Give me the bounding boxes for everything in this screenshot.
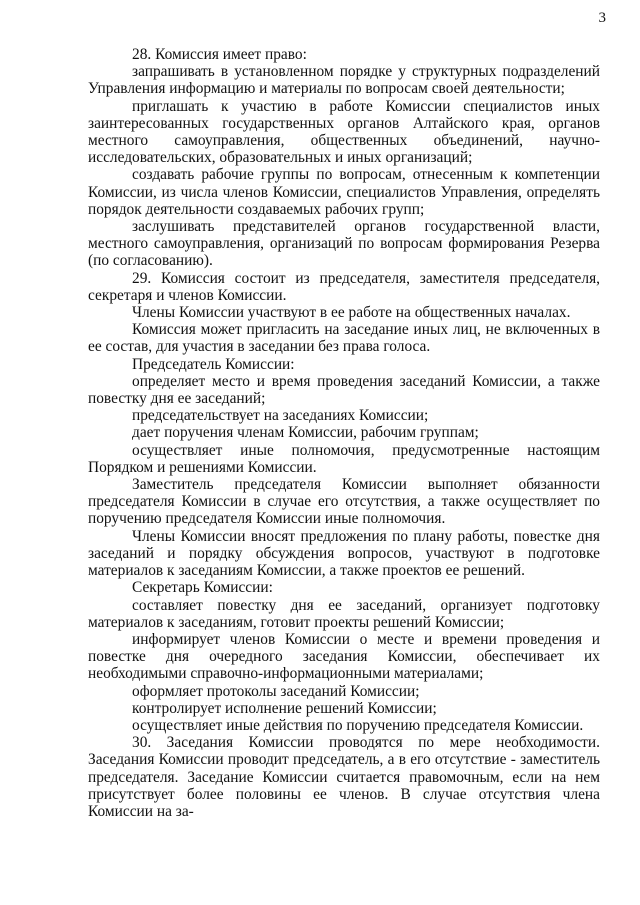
page-number: 3 bbox=[598, 10, 606, 26]
paragraph: Члены Комиссии участвуют в ее работе на общественных началах. bbox=[132, 304, 571, 322]
paragraph: Председатель Комиссии: bbox=[132, 355, 295, 373]
paragraph: создавать рабочие группы по вопросам, отнесенным к компетенции Комиссии, из числа членов Комиссии, специалистов Управления, определять порядок деятельности создаваемых рабочих групп; bbox=[88, 166, 600, 218]
paragraph: оформляет протоколы заседаний Комиссии; bbox=[132, 682, 420, 700]
paragraph: председательствует на заседаниях Комиссии; bbox=[132, 407, 429, 425]
paragraph: составляет повестку дня ее заседаний, организует подготовку материалов к заседаниям, готовит проекты решений Комиссии; bbox=[88, 596, 600, 631]
paragraph: осуществляет иные полномочия, предусмотренные настоящим Порядком и решениями Комиссии. bbox=[88, 441, 600, 476]
paragraph: осуществляет иные действия по поручению председателя Комиссии. bbox=[132, 716, 584, 734]
paragraph: запрашивать в установленном порядке у структурных подразделений Управления информацию и материалы по вопросам своей деятельности; bbox=[88, 63, 600, 98]
paragraph: 29. Комиссия состоит из председателя, заместителя председателя, секретаря и членов Комиссии. bbox=[88, 269, 600, 304]
paragraph: 28. Комиссия имеет право: bbox=[132, 46, 307, 63]
paragraph: приглашать к участию в работе Комиссии специалистов иных заинтересованных государственных органов Алтайского края, органов местного самоуправления, общественных объединений, научно-исследовательских, образовательных и иных организаций; bbox=[88, 97, 600, 167]
paragraph: Члены Комиссии вносят предложения по плану работы, повестке дня заседаний и порядку обсуждения вопросов, участвуют в подготовке материалов к заседаниям Комиссии, а также проектов ее решений. bbox=[88, 527, 600, 580]
paragraph: контролирует исполнение решений Комиссии; bbox=[132, 699, 437, 717]
paragraph: определяет место и время проведения заседаний Комиссии, а также повестку дня ее заседаний; bbox=[88, 372, 600, 408]
paragraph: заслушивать представителей органов государственной власти, местного самоуправления, организаций по вопросам формирования Резерва (по согласованию). bbox=[88, 218, 600, 270]
paragraph: дает поручения членам Комиссии, рабочим группам; bbox=[132, 424, 479, 442]
paragraph: Секретарь Комиссии: bbox=[132, 579, 273, 597]
paragraph: 30. Заседания Комиссии проводятся по мере необходимости. Заседания Комиссии проводит председатель, а в его отсутствие - заместитель председателя. Заседание Комиссии считается правомочным, если на нем присутствует более половины ее членов. В случае отсутствия члена Комиссии на за- bbox=[88, 734, 600, 820]
paragraph: информирует членов Комиссии о месте и времени проведения и повестке дня очередного заседания Комиссии, обеспечивает их необходимыми справочно-информационными материалами; bbox=[88, 630, 600, 683]
document-body bbox=[88, 46, 600, 820]
paragraph: Комиссия может пригласить на заседание иных лиц, не включенных в ее состав, для участия в заседании без права голоса. bbox=[88, 321, 600, 356]
paragraph: Заместитель председателя Комиссии выполняет обязанности председателя Комиссии в случае его отсутствия, а также осуществляет по поручению председателя Комиссии иные полномочия. bbox=[88, 476, 600, 528]
